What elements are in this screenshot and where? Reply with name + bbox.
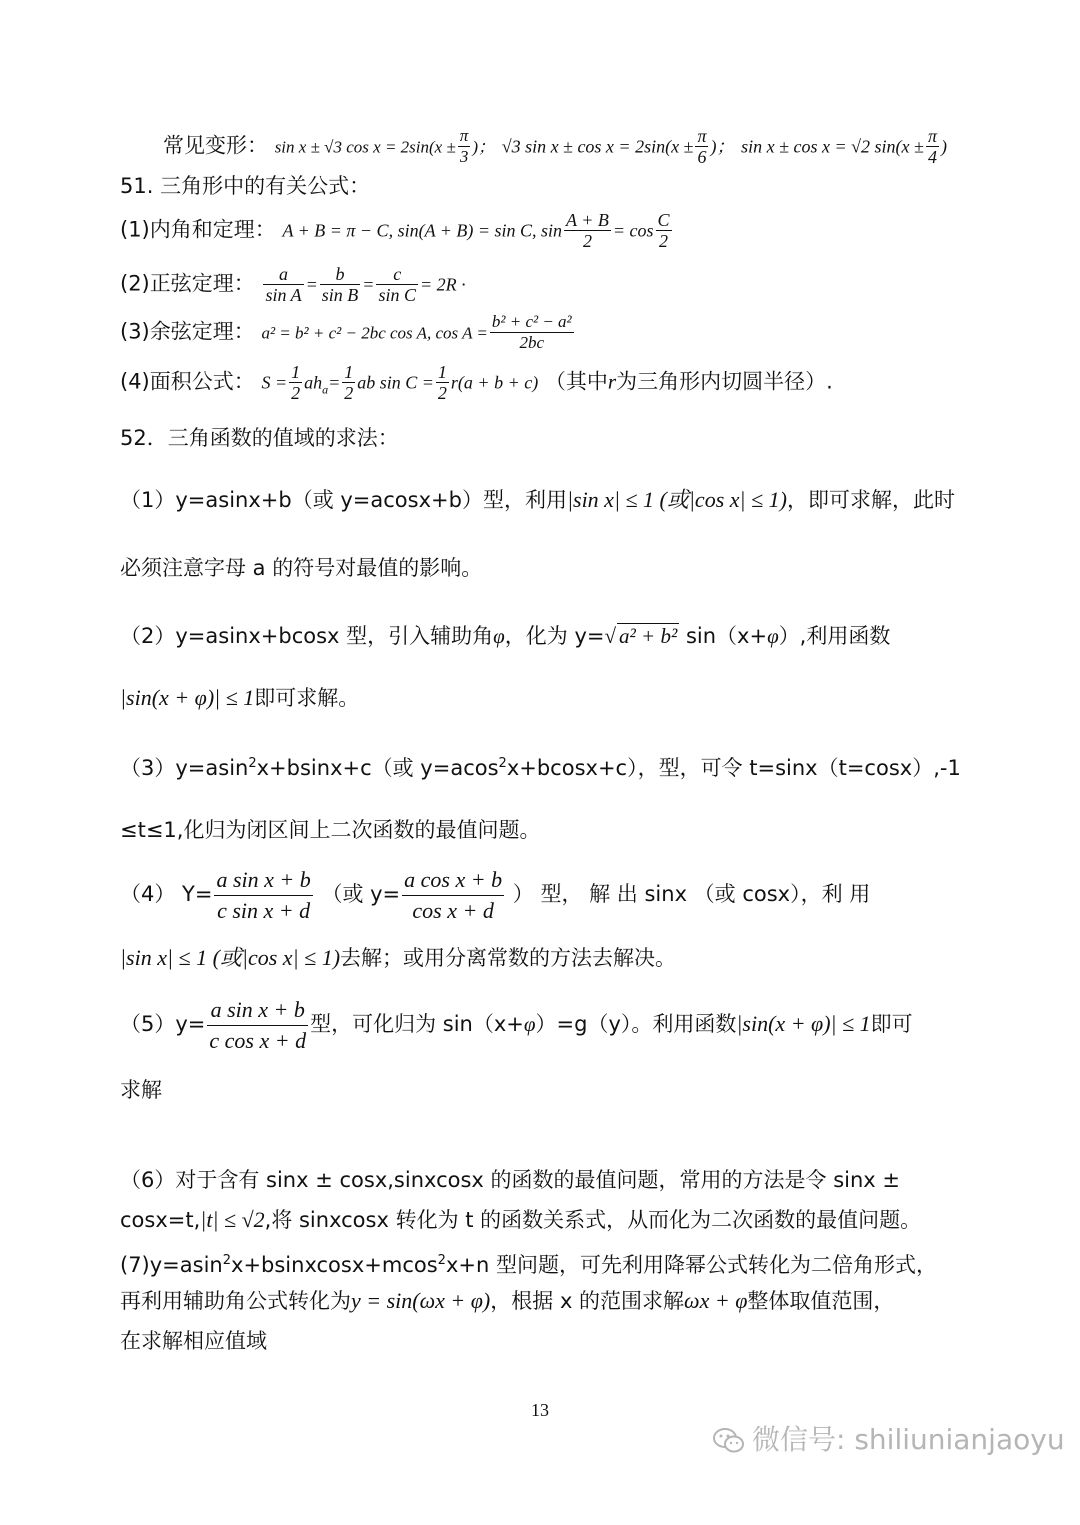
area-formula: (4)面积公式： S = $\frac{1}{2}$ $ah_a=$ $\frac{1}{2}$ ab sin C = $\frac{1}{2}$ r(a + b + c) （其中r为三角形内切圆半径）. (120, 362, 833, 403)
wechat-watermark (712, 1418, 1065, 1458)
method-6: （6）对于含有 sinx ± cosx,sinxcosx 的函数的最值问题，常用的方法是令 sinx ± (120, 1168, 900, 1192)
method-7-cont: 再利用辅助角公式转化为y = sin(ωx + φ)，根据 x 的范围求解ωx + φ整体取值范围， (120, 1288, 895, 1313)
method-6-cont: cosx=t,|t| ≤ √2,将 sinxcosx 转化为 t 的函数关系式，从而化为二次函数的最值问题。 (120, 1207, 922, 1232)
method-2-cont: |sin(x + φ)| ≤ 1即可求解。 (120, 685, 360, 710)
watermark-text: 微信号: shiliunianjaoyu (752, 1423, 1065, 1456)
method-3-cont: ≤t≤1,化归为闭区间上二次函数的最值问题。 (120, 818, 541, 842)
method-4-cont: |sin x| ≤ 1 (或|cos x| ≤ 1)去解；或用分离常数的方法去解决。 (120, 945, 677, 970)
method-2: （2）y=asinx+bcosx 型，引入辅助角φ，化为 y=√ a² + b² sin（x+φ）,利用函数 (120, 624, 891, 648)
wechat-icon (712, 1427, 746, 1455)
method-1-cont: 必须注意字母 a 的符号对最值的影响。 (120, 556, 483, 580)
method-3: （3）y=asin$^2$x+bsinx+c（或 y=acos$^2$x+bcosx+c），型，可令 t=sinx（t=cosx）,-1 (120, 756, 961, 780)
method-7-end: 在求解相应值域 (120, 1329, 267, 1353)
sine-law: (2)正弦定理： $\frac{a}{\text{sin A}}$ = $\frac{b}{\text{sin B}}$ = $\frac{c}{\text{sin C}}$ = 2R · (120, 264, 466, 305)
method-5-cont: 求解 (120, 1078, 162, 1102)
cosine-law: (3)余弦定理： a² = b² + c² − 2bc cos A, cos A = $\frac{\text{b² + c² − a²}}{2bc}$ (120, 312, 572, 352)
method-4: （4） Y= $\frac{\text{a sin x + b}}{\text{c sin x + d}}$ （或 y= $\frac{\text{a cos x + b}}{\text{cos x + d}}$ ） 型， 解 出 sinx （或 cosx），利 用 (120, 866, 871, 923)
transform-line: 常见变形： sin x ± √3 cos x = 2sin(x ± $\frac{\pi}{3}$ )； √3 sin x ± cos x = 2sin(x ± $\frac{\pi}{6}$ )； sin x ± cos x = √2 sin(x ± $\frac{\pi}{4}$ ) (163, 126, 947, 167)
method-1: （1）y=asinx+b（或 y=acosx+b）型，利用|sin x| ≤ 1 (或|cos x| ≤ 1)，即可求解，此时 (120, 487, 955, 512)
method-7: (7)y=asin$^2$x+bsinxcosx+mcos$^2$x+n 型问题，可先利用降幂公式转化为二倍角形式， (120, 1253, 937, 1277)
section-51-heading: 51. 三角形中的有关公式： (120, 174, 371, 198)
method-5: （5）y= $\frac{\text{a sin x + b}}{\text{c cos x + d}}$ 型，可化归为 sin（x+φ）=g（y）。利用函数|sin(x + φ)| ≤ 1即可 (120, 996, 913, 1053)
angle-sum-theorem: (1)内角和定理： A + B = π − C, sin(A + B) = sin C, sin $\frac{A + B}{2}$ = cos $\frac{C}{2}$ (120, 210, 670, 251)
page-number: 13 (531, 1400, 549, 1420)
section-52-heading: 52．三角函数的值域的求法： (120, 426, 399, 450)
